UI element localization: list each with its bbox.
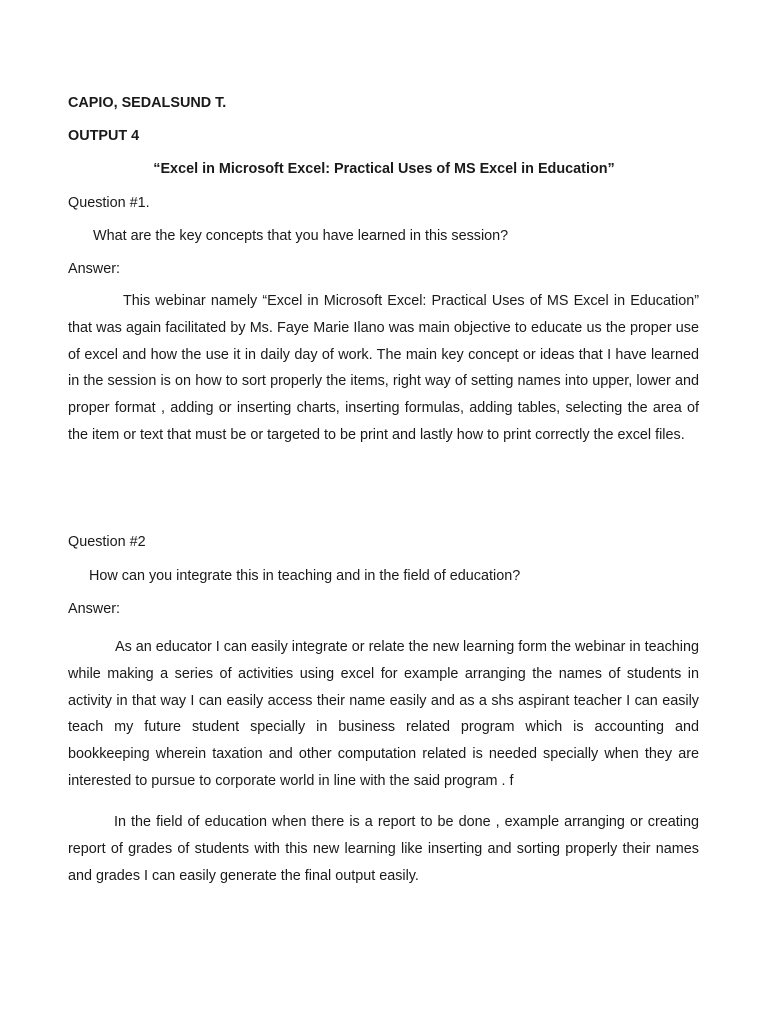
author-name: CAPIO, SEDALSUND T.: [68, 95, 227, 111]
document-title: “Excel in Microsoft Excel: Practical Uses of MS Excel in Education”: [153, 161, 615, 177]
answer-2-paragraph-2: In the field of education when there is a report to be done , example arranging or creating report of grades of students with this new learning like inserting and sorting properly their names and grades I can easily generate the final output easily.: [68, 814, 699, 884]
answer-1-paragraph: This webinar namely “Excel in Microsoft Excel: Practical Uses of MS Excel in Education” that was again facilitated by Ms. Faye Marie Ilano was main objective to educate us the proper use of excel and how the use it in daily day of work. The main key concept or ideas that I have learned in the session is on how to sort properly the items, right way of setting names into upper, lower and proper format , adding or inserting charts, inserting formulas, adding tables, selecting the area of the item or text that must be or targeted to be print and lastly how to print correctly the excel files.: [68, 293, 699, 443]
answer-2-paragraph-1: As an educator I can easily integrate or relate the new learning form the webinar in teaching while making a series of activities using excel for example arranging the names of students in activity in that way I can easily access their name easily and as a shs aspirant teacher I can easily teach my future student specially in business related program which is accounting and bookkeeping wherein taxation and other computation related is needed specially when they are interested to pursue to corporate world in line with the said program . f: [68, 639, 699, 789]
question-1-text: What are the key concepts that you have learned in this session?: [93, 228, 509, 244]
question-2-text: How can you integrate this in teaching and in the field of education?: [89, 568, 521, 584]
question-2-label: Question #2: [68, 534, 146, 550]
question-1-label: Question #1.: [68, 195, 150, 211]
answer-2-label: Answer:: [68, 601, 120, 617]
output-label: OUTPUT 4: [68, 128, 140, 144]
answer-1-label: Answer:: [68, 261, 120, 277]
